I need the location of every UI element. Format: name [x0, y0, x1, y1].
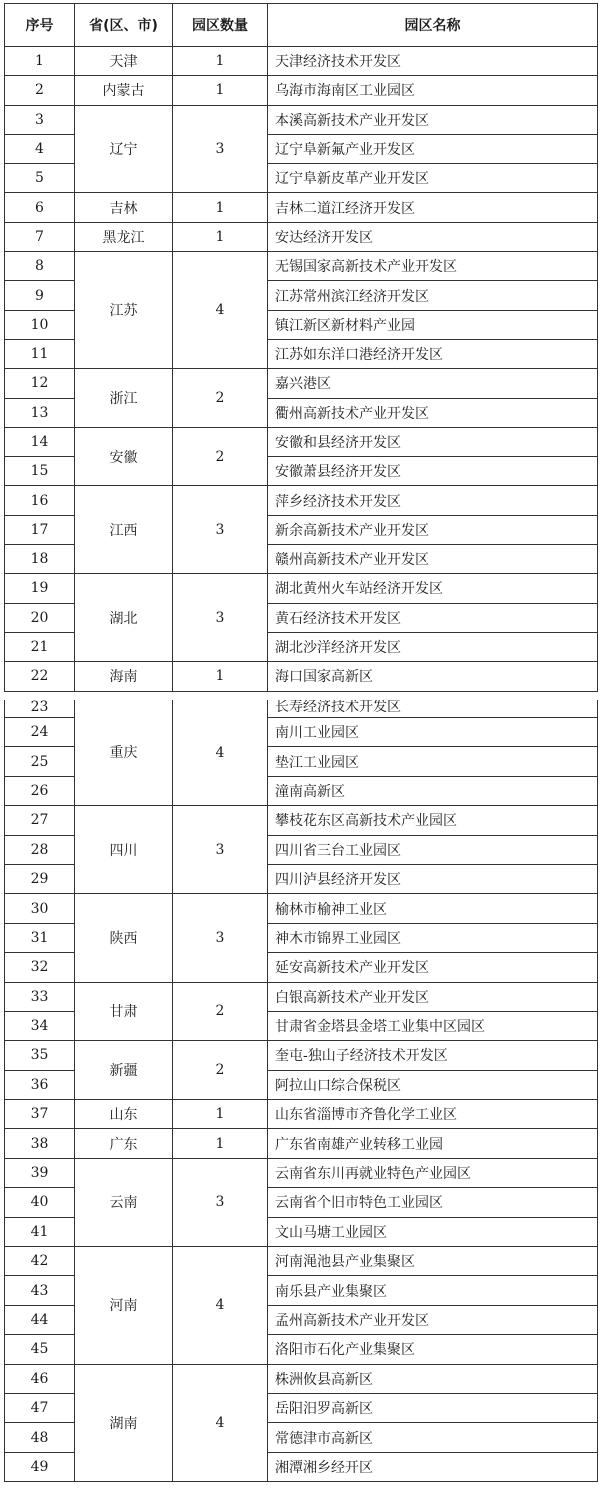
park-name-cell: 四川省三台工业园区 — [268, 835, 598, 864]
province-cell: 湖北 — [75, 574, 173, 662]
table-row — [5, 700, 598, 718]
park-name-cell: 垫江工业园区 — [268, 747, 598, 776]
serial-no-cell: 6 — [5, 193, 75, 222]
park-name-cell: 吉林二道江经济开发区 — [268, 193, 598, 222]
park-name-cell: 潼南高新区 — [268, 776, 598, 805]
serial-no-cell: 8 — [5, 252, 75, 281]
table-row — [5, 486, 598, 515]
park-name-cell: 乌海市海南区工业园区 — [268, 76, 598, 105]
province-cell: 广东 — [75, 1129, 173, 1158]
table-row — [5, 982, 598, 1011]
park-name-cell: 江苏如东洋口港经济开发区 — [268, 339, 598, 368]
serial-no-cell: 38 — [5, 1129, 75, 1158]
table-row — [5, 662, 598, 691]
serial-no-cell: 13 — [5, 398, 75, 427]
serial-no-cell: 40 — [5, 1188, 75, 1217]
park-name-cell: 辽宁阜新氟产业开发区 — [268, 134, 598, 163]
park-name-cell: 湖北沙洋经济开发区 — [268, 632, 598, 661]
park-name-cell: 常德津市高新区 — [268, 1423, 598, 1452]
park-name-cell: 白银高新技术产业开发区 — [268, 982, 598, 1011]
park-table-continued — [4, 700, 598, 1482]
serial-no-cell: 47 — [5, 1393, 75, 1422]
table-row — [5, 369, 598, 398]
serial-no-cell: 25 — [5, 747, 75, 776]
park-name-cell: 山东省淄博市齐鲁化学工业区 — [268, 1100, 598, 1129]
province-cell: 重庆 — [75, 700, 173, 806]
park-name-cell: 海口国家高新区 — [268, 662, 598, 691]
park-name-cell: 延安高新技术产业开发区 — [268, 953, 598, 982]
serial-no-cell: 10 — [5, 310, 75, 339]
serial-no-cell: 11 — [5, 339, 75, 368]
park-count-cell: 1 — [173, 76, 268, 105]
table-row — [5, 193, 598, 222]
province-cell: 辽宁 — [75, 105, 173, 193]
table-row — [5, 806, 598, 835]
serial-no-cell: 9 — [5, 281, 75, 310]
serial-no-cell: 2 — [5, 76, 75, 105]
park-name-cell: 湘潭湘乡经开区 — [268, 1452, 598, 1481]
park-count-cell: 1 — [173, 1129, 268, 1158]
serial-no-cell: 46 — [5, 1364, 75, 1393]
park-name-cell: 岳阳汨罗高新区 — [268, 1393, 598, 1422]
serial-no-cell: 24 — [5, 718, 75, 747]
park-name-cell: 湖北黄州火车站经济开发区 — [268, 574, 598, 603]
serial-no-cell: 23 — [5, 700, 75, 718]
table-row — [5, 47, 598, 76]
serial-no-cell: 7 — [5, 222, 75, 251]
park-count-cell: 3 — [173, 574, 268, 662]
serial-no-cell: 35 — [5, 1041, 75, 1070]
serial-no-cell: 16 — [5, 486, 75, 515]
park-name-cell: 天津经济技术开发区 — [268, 47, 598, 76]
park-name-cell: 江苏常州滨江经济开发区 — [268, 281, 598, 310]
park-count-cell: 1 — [173, 47, 268, 76]
park-count-cell: 1 — [173, 222, 268, 251]
table-row — [5, 1364, 598, 1393]
serial-no-cell: 45 — [5, 1335, 75, 1364]
serial-no-cell: 15 — [5, 457, 75, 486]
serial-no-cell: 26 — [5, 776, 75, 805]
header-province: 省(区、市) — [75, 4, 173, 47]
province-cell: 黑龙江 — [75, 222, 173, 251]
park-name-cell: 安徽萧县经济开发区 — [268, 457, 598, 486]
park-name-cell: 南乐县产业集聚区 — [268, 1276, 598, 1305]
park-name-cell: 无锡国家高新技术产业开发区 — [268, 252, 598, 281]
serial-no-cell: 17 — [5, 515, 75, 544]
province-cell: 云南 — [75, 1158, 173, 1246]
park-name-cell: 神木市锦界工业园区 — [268, 923, 598, 952]
table-row — [5, 252, 598, 281]
park-count-cell: 4 — [173, 700, 268, 806]
province-cell: 内蒙古 — [75, 76, 173, 105]
province-cell: 吉林 — [75, 193, 173, 222]
serial-no-cell: 42 — [5, 1247, 75, 1276]
park-name-cell: 本溪高新技术产业开发区 — [268, 105, 598, 134]
park-count-cell: 3 — [173, 1158, 268, 1246]
park-count-cell: 3 — [173, 806, 268, 894]
province-cell: 湖南 — [75, 1364, 173, 1482]
park-count-cell: 4 — [173, 1247, 268, 1365]
park-count-cell: 3 — [173, 894, 268, 982]
park-name-cell: 萍乡经济技术开发区 — [268, 486, 598, 515]
park-name-cell: 阿拉山口综合保税区 — [268, 1070, 598, 1099]
park-name-cell: 嘉兴港区 — [268, 369, 598, 398]
serial-no-cell: 29 — [5, 864, 75, 893]
park-name-cell: 衢州高新技术产业开发区 — [268, 398, 598, 427]
park-count-cell: 1 — [173, 662, 268, 691]
park-name-cell: 云南省东川再就业特色产业园区 — [268, 1158, 598, 1187]
province-cell: 山东 — [75, 1100, 173, 1129]
park-name-cell: 安徽和县经济开发区 — [268, 427, 598, 456]
park-name-cell: 文山马塘工业园区 — [268, 1217, 598, 1246]
park-name-cell: 河南渑池县产业集聚区 — [268, 1247, 598, 1276]
serial-no-cell: 1 — [5, 47, 75, 76]
park-count-cell: 2 — [173, 1041, 268, 1100]
park-count-cell: 3 — [173, 105, 268, 193]
table-row — [5, 894, 598, 923]
serial-no-cell: 28 — [5, 835, 75, 864]
serial-no-cell: 12 — [5, 369, 75, 398]
serial-no-cell: 19 — [5, 574, 75, 603]
table-row — [5, 76, 598, 105]
province-cell: 新疆 — [75, 1041, 173, 1100]
serial-no-cell: 14 — [5, 427, 75, 456]
park-name-cell: 安达经济开发区 — [268, 222, 598, 251]
serial-no-cell: 44 — [5, 1305, 75, 1334]
park-name-cell: 孟州高新技术产业开发区 — [268, 1305, 598, 1334]
serial-no-cell: 5 — [5, 164, 75, 193]
park-count-cell: 3 — [173, 486, 268, 574]
park-table — [4, 3, 598, 692]
serial-no-cell: 36 — [5, 1070, 75, 1099]
serial-no-cell: 3 — [5, 105, 75, 134]
table-body-page-1 — [5, 47, 598, 692]
province-cell: 甘肃 — [75, 982, 173, 1041]
table-body-page-2 — [5, 700, 598, 1482]
province-cell: 天津 — [75, 47, 173, 76]
serial-no-cell: 4 — [5, 134, 75, 163]
park-name-cell: 四川泸县经济开发区 — [268, 864, 598, 893]
park-count-cell: 2 — [173, 982, 268, 1041]
park-table-page-2 — [4, 700, 597, 1482]
park-count-cell: 1 — [173, 1100, 268, 1129]
park-name-cell: 榆林市榆神工业区 — [268, 894, 598, 923]
table-row — [5, 1100, 598, 1129]
table-row — [5, 574, 598, 603]
province-cell: 河南 — [75, 1247, 173, 1365]
table-row — [5, 222, 598, 251]
park-name-cell: 辽宁阜新皮革产业开发区 — [268, 164, 598, 193]
serial-no-cell: 20 — [5, 603, 75, 632]
park-name-cell: 甘肃省金塔县金塔工业集中区园区 — [268, 1011, 598, 1040]
header-serial-no: 序号 — [5, 4, 75, 47]
serial-no-cell: 30 — [5, 894, 75, 923]
park-count-cell: 2 — [173, 427, 268, 486]
park-name-cell: 攀枝花东区高新技术产业园区 — [268, 806, 598, 835]
park-count-cell: 4 — [173, 252, 268, 369]
park-count-cell: 2 — [173, 369, 268, 428]
header-park-name: 园区名称 — [268, 4, 598, 47]
province-cell: 江苏 — [75, 252, 173, 369]
park-name-cell: 新余高新技术产业开发区 — [268, 515, 598, 544]
serial-no-cell: 37 — [5, 1100, 75, 1129]
table-header-row — [5, 4, 598, 47]
table-row — [5, 1041, 598, 1070]
serial-no-cell: 27 — [5, 806, 75, 835]
province-cell: 江西 — [75, 486, 173, 574]
serial-no-cell: 21 — [5, 632, 75, 661]
serial-no-cell: 34 — [5, 1011, 75, 1040]
serial-no-cell: 31 — [5, 923, 75, 952]
park-name-cell: 奎屯-独山子经济技术开发区 — [268, 1041, 598, 1070]
park-name-cell: 镇江新区新材料产业园 — [268, 310, 598, 339]
serial-no-cell: 32 — [5, 953, 75, 982]
table-row — [5, 1247, 598, 1276]
serial-no-cell: 43 — [5, 1276, 75, 1305]
serial-no-cell: 39 — [5, 1158, 75, 1187]
table-row — [5, 105, 598, 134]
park-count-cell: 4 — [173, 1364, 268, 1482]
province-cell: 安徽 — [75, 427, 173, 486]
serial-no-cell: 48 — [5, 1423, 75, 1452]
park-count-cell: 1 — [173, 193, 268, 222]
serial-no-cell: 41 — [5, 1217, 75, 1246]
province-cell: 陕西 — [75, 894, 173, 982]
park-name-cell: 广东省南雄产业转移工业园 — [268, 1129, 598, 1158]
table-row — [5, 1129, 598, 1158]
province-cell: 浙江 — [75, 369, 173, 428]
serial-no-cell: 18 — [5, 545, 75, 574]
serial-no-cell: 49 — [5, 1452, 75, 1481]
table-row — [5, 427, 598, 456]
serial-no-cell: 33 — [5, 982, 75, 1011]
table-row — [5, 1158, 598, 1187]
park-name-cell: 株洲攸县高新区 — [268, 1364, 598, 1393]
park-name-cell: 赣州高新技术产业开发区 — [268, 545, 598, 574]
park-name-cell: 南川工业园区 — [268, 718, 598, 747]
serial-no-cell: 22 — [5, 662, 75, 691]
park-name-cell: 长寿经济技术开发区 — [268, 700, 598, 718]
header-park-count: 园区数量 — [173, 4, 268, 47]
park-table-page-1 — [4, 3, 597, 692]
park-name-cell: 洛阳市石化产业集聚区 — [268, 1335, 598, 1364]
province-cell: 海南 — [75, 662, 173, 691]
park-name-cell: 云南省个旧市特色工业园区 — [268, 1188, 598, 1217]
park-name-cell: 黄石经济技术开发区 — [268, 603, 598, 632]
province-cell: 四川 — [75, 806, 173, 894]
